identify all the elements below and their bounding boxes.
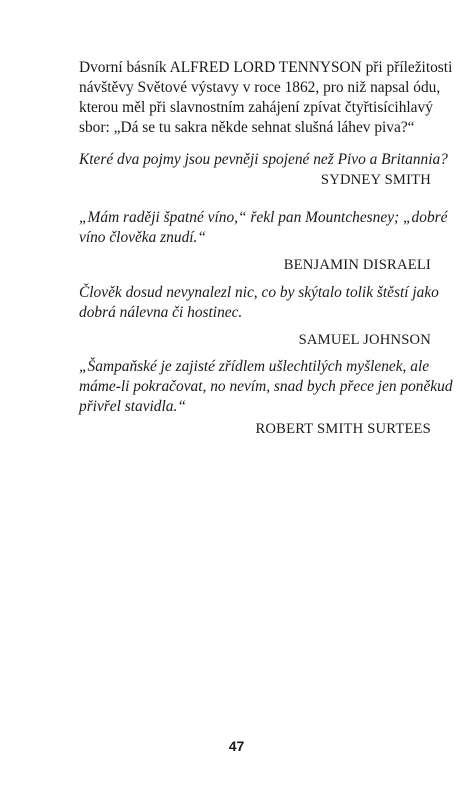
quote-line: „Mám raději špatné víno,“ řekl pan Mountchesney; „dobré — [79, 209, 448, 226]
quote-line: „Šampaňské je zajisté zřídlem ušlechtilých myšlenek, ale — [79, 358, 430, 375]
intro-line: sbor: „Dá se tu sakra někde sehnat slušná láhev piva?“ — [79, 119, 415, 136]
intro-paragraph — [79, 58, 453, 138]
intro-line: kterou měl při slavnostním zahájení zpívat čtyřtisícihlavý — [79, 99, 433, 116]
quote-line: přivřel stavidla.“ — [79, 398, 186, 415]
quote-robert-smith-surtees — [79, 357, 453, 439]
intro-line: návštěvy Světové výstavy v roce 1862, pro niž napsal ódu, — [79, 79, 441, 96]
quote-line: Člověk dosud nevynalezl nic, co by skýtalo tolik štěstí jako — [79, 284, 439, 301]
quote-line: máme-li pokračovat, no nevím, snad bych přece jen poněkud — [79, 378, 453, 395]
quote-benjamin-disraeli — [79, 208, 448, 275]
quote-author: SAMUEL JOHNSON — [298, 332, 431, 348]
quote-line: Které dva pojmy jsou pevněji spojené než Pivo a Britannia? — [79, 151, 448, 168]
quote-author: ROBERT SMITH SURTEES — [255, 421, 431, 437]
quote-line: dobrá nálevna či hostinec. — [79, 304, 243, 321]
quote-line: víno člověka znudí.“ — [79, 229, 206, 246]
quote-samuel-johnson — [79, 283, 439, 350]
quote-sydney-smith — [79, 150, 448, 190]
intro-line: Dvorní básník ALFRED LORD TENNYSON při příležitosti — [79, 59, 453, 76]
quote-author: SYDNEY SMITH — [320, 172, 431, 188]
quote-author: BENJAMIN DISRAELI — [283, 257, 431, 273]
page-number: 47 — [228, 738, 245, 754]
